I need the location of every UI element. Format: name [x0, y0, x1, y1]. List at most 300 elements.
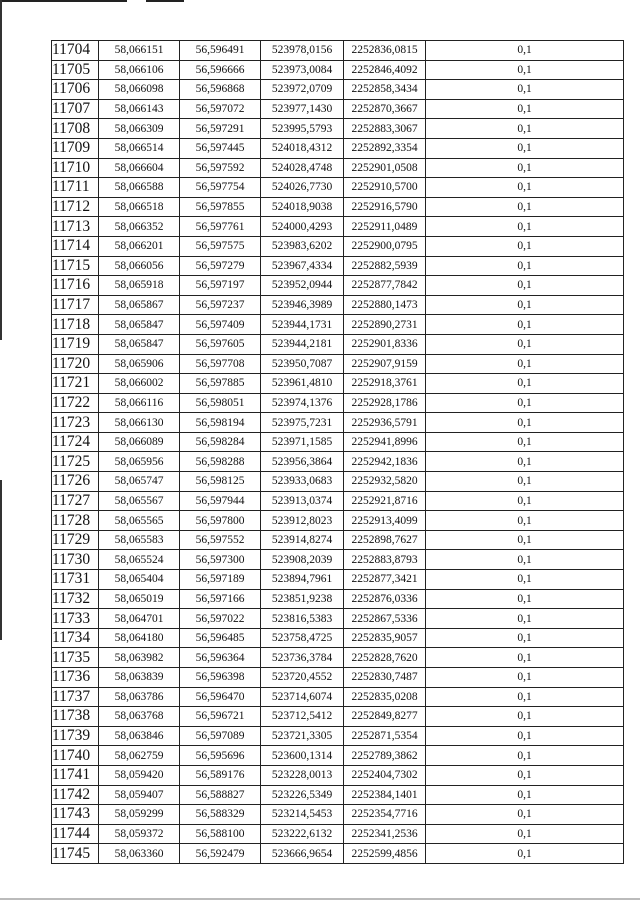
accuracy-cell: 0,1 [426, 138, 624, 158]
table-row [52, 393, 624, 413]
longitude-cell: 56,597855 [180, 197, 261, 217]
longitude-cell: 56,596364 [180, 648, 261, 668]
y-coordinate-cell: 2252911,0489 [344, 217, 426, 237]
scan-bottom-rule [0, 898, 640, 900]
y-coordinate-cell: 2252880,1473 [344, 295, 426, 315]
x-coordinate-cell: 523228,0013 [261, 765, 344, 785]
x-coordinate-cell: 523712,5412 [261, 707, 344, 727]
scan-top-mark [0, 0, 127, 2]
table-row [52, 413, 624, 433]
longitude-cell: 56,597592 [180, 158, 261, 178]
x-coordinate-cell: 523914,8274 [261, 530, 344, 550]
x-coordinate-cell: 523736,3784 [261, 648, 344, 668]
longitude-cell: 56,596470 [180, 687, 261, 707]
y-coordinate-cell: 2252907,9159 [344, 354, 426, 374]
accuracy-cell: 0,1 [426, 609, 624, 629]
x-coordinate-cell: 523214,5453 [261, 805, 344, 825]
latitude-cell: 58,066098 [99, 80, 180, 100]
latitude-cell: 58,066089 [99, 432, 180, 452]
point-number-cell: 11716 [52, 276, 99, 296]
x-coordinate-cell: 523971,1585 [261, 432, 344, 452]
latitude-cell: 58,066309 [99, 119, 180, 139]
x-coordinate-cell: 524018,4312 [261, 138, 344, 158]
latitude-cell: 58,063846 [99, 726, 180, 746]
accuracy-cell: 0,1 [426, 668, 624, 688]
longitude-cell: 56,597754 [180, 178, 261, 198]
y-coordinate-cell: 2252870,3667 [344, 99, 426, 119]
table-row [52, 609, 624, 629]
point-number-cell: 11724 [52, 432, 99, 452]
table-row [52, 511, 624, 531]
accuracy-cell: 0,1 [426, 276, 624, 296]
latitude-cell: 58,064701 [99, 609, 180, 629]
table-row [52, 648, 624, 668]
longitude-cell: 56,589176 [180, 765, 261, 785]
point-number-cell: 11742 [52, 785, 99, 805]
y-coordinate-cell: 2252849,8277 [344, 707, 426, 727]
latitude-cell: 58,065956 [99, 452, 180, 472]
y-coordinate-cell: 2252830,7487 [344, 668, 426, 688]
point-number-cell: 11738 [52, 707, 99, 727]
longitude-cell: 56,597575 [180, 236, 261, 256]
point-number-cell: 11727 [52, 491, 99, 511]
longitude-cell: 56,597072 [180, 99, 261, 119]
y-coordinate-cell: 2252883,3067 [344, 119, 426, 139]
table-row [52, 236, 624, 256]
table-row [52, 60, 624, 80]
accuracy-cell: 0,1 [426, 511, 624, 531]
table-row [52, 844, 624, 864]
point-number-cell: 11712 [52, 197, 99, 217]
y-coordinate-cell: 2252883,8793 [344, 550, 426, 570]
longitude-cell: 56,597166 [180, 589, 261, 609]
longitude-cell: 56,596721 [180, 707, 261, 727]
longitude-cell: 56,597885 [180, 374, 261, 394]
table-row [52, 217, 624, 237]
y-coordinate-cell: 2252941,8996 [344, 432, 426, 452]
y-coordinate-cell: 2252901,8336 [344, 334, 426, 354]
point-number-cell: 11711 [52, 178, 99, 198]
latitude-cell: 58,059299 [99, 805, 180, 825]
longitude-cell: 56,597708 [180, 354, 261, 374]
y-coordinate-cell: 2252913,4099 [344, 511, 426, 531]
table-row [52, 197, 624, 217]
x-coordinate-cell: 523995,5793 [261, 119, 344, 139]
accuracy-cell: 0,1 [426, 374, 624, 394]
x-coordinate-cell: 523933,0683 [261, 472, 344, 492]
latitude-cell: 58,065747 [99, 472, 180, 492]
longitude-cell: 56,597022 [180, 609, 261, 629]
accuracy-cell: 0,1 [426, 217, 624, 237]
longitude-cell: 56,597189 [180, 570, 261, 590]
point-number-cell: 11735 [52, 648, 99, 668]
y-coordinate-cell: 2252916,5790 [344, 197, 426, 217]
accuracy-cell: 0,1 [426, 41, 624, 61]
latitude-cell: 58,066056 [99, 256, 180, 276]
y-coordinate-cell: 2252867,5336 [344, 609, 426, 629]
x-coordinate-cell: 524018,9038 [261, 197, 344, 217]
x-coordinate-cell: 523816,5383 [261, 609, 344, 629]
table-row [52, 570, 624, 590]
table-row [52, 589, 624, 609]
longitude-cell: 56,588329 [180, 805, 261, 825]
point-number-cell: 11730 [52, 550, 99, 570]
x-coordinate-cell: 524028,4748 [261, 158, 344, 178]
accuracy-cell: 0,1 [426, 765, 624, 785]
x-coordinate-cell: 523977,1430 [261, 99, 344, 119]
x-coordinate-cell: 523666,9654 [261, 844, 344, 864]
point-number-cell: 11715 [52, 256, 99, 276]
latitude-cell: 58,066518 [99, 197, 180, 217]
longitude-cell: 56,597089 [180, 726, 261, 746]
x-coordinate-cell: 523908,2039 [261, 550, 344, 570]
table-row [52, 99, 624, 119]
latitude-cell: 58,065019 [99, 589, 180, 609]
accuracy-cell: 0,1 [426, 60, 624, 80]
accuracy-cell: 0,1 [426, 315, 624, 335]
x-coordinate-cell: 523952,0944 [261, 276, 344, 296]
accuracy-cell: 0,1 [426, 413, 624, 433]
y-coordinate-cell: 2252900,0795 [344, 236, 426, 256]
longitude-cell: 56,596398 [180, 668, 261, 688]
x-coordinate-cell: 523956,3864 [261, 452, 344, 472]
table-body [52, 41, 624, 864]
x-coordinate-cell: 523967,4334 [261, 256, 344, 276]
y-coordinate-cell: 2252877,7842 [344, 276, 426, 296]
x-coordinate-cell: 523222,6132 [261, 824, 344, 844]
latitude-cell: 58,066352 [99, 217, 180, 237]
latitude-cell: 58,066604 [99, 158, 180, 178]
table-row [52, 687, 624, 707]
accuracy-cell: 0,1 [426, 570, 624, 590]
x-coordinate-cell: 523721,3305 [261, 726, 344, 746]
y-coordinate-cell: 2252910,5700 [344, 178, 426, 198]
longitude-cell: 56,598284 [180, 432, 261, 452]
table-row [52, 138, 624, 158]
accuracy-cell: 0,1 [426, 354, 624, 374]
accuracy-cell: 0,1 [426, 589, 624, 609]
latitude-cell: 58,065906 [99, 354, 180, 374]
accuracy-cell: 0,1 [426, 785, 624, 805]
longitude-cell: 56,597300 [180, 550, 261, 570]
longitude-cell: 56,597291 [180, 119, 261, 139]
latitude-cell: 58,066130 [99, 413, 180, 433]
latitude-cell: 58,066151 [99, 41, 180, 61]
point-number-cell: 11719 [52, 334, 99, 354]
y-coordinate-cell: 2252341,2536 [344, 824, 426, 844]
accuracy-cell: 0,1 [426, 687, 624, 707]
y-coordinate-cell: 2252789,3862 [344, 746, 426, 766]
latitude-cell: 58,065918 [99, 276, 180, 296]
longitude-cell: 56,597445 [180, 138, 261, 158]
point-number-cell: 11722 [52, 393, 99, 413]
y-coordinate-cell: 2252836,0815 [344, 41, 426, 61]
point-number-cell: 11737 [52, 687, 99, 707]
accuracy-cell: 0,1 [426, 746, 624, 766]
point-number-cell: 11725 [52, 452, 99, 472]
accuracy-cell: 0,1 [426, 80, 624, 100]
table-row [52, 452, 624, 472]
y-coordinate-cell: 2252942,1836 [344, 452, 426, 472]
table-row [52, 80, 624, 100]
accuracy-cell: 0,1 [426, 158, 624, 178]
point-number-cell: 11707 [52, 99, 99, 119]
y-coordinate-cell: 2252890,2731 [344, 315, 426, 335]
table-row [52, 295, 624, 315]
y-coordinate-cell: 2252876,0336 [344, 589, 426, 609]
point-number-cell: 11741 [52, 765, 99, 785]
accuracy-cell: 0,1 [426, 530, 624, 550]
point-number-cell: 11745 [52, 844, 99, 864]
x-coordinate-cell: 523961,4810 [261, 374, 344, 394]
latitude-cell: 58,063786 [99, 687, 180, 707]
y-coordinate-cell: 2252599,4856 [344, 844, 426, 864]
y-coordinate-cell: 2252858,3434 [344, 80, 426, 100]
x-coordinate-cell: 523912,8023 [261, 511, 344, 531]
x-coordinate-cell: 523894,7961 [261, 570, 344, 590]
longitude-cell: 56,597552 [180, 530, 261, 550]
longitude-cell: 56,596868 [180, 80, 261, 100]
scan-left-edge [0, 0, 2, 340]
y-coordinate-cell: 2252892,3354 [344, 138, 426, 158]
point-number-cell: 11744 [52, 824, 99, 844]
table-row [52, 432, 624, 452]
y-coordinate-cell: 2252877,3421 [344, 570, 426, 590]
y-coordinate-cell: 2252835,0208 [344, 687, 426, 707]
longitude-cell: 56,598194 [180, 413, 261, 433]
y-coordinate-cell: 2252932,5820 [344, 472, 426, 492]
x-coordinate-cell: 523600,1314 [261, 746, 344, 766]
point-number-cell: 11731 [52, 570, 99, 590]
latitude-cell: 58,063768 [99, 707, 180, 727]
x-coordinate-cell: 523714,6074 [261, 687, 344, 707]
latitude-cell: 58,063360 [99, 844, 180, 864]
accuracy-cell: 0,1 [426, 236, 624, 256]
y-coordinate-cell: 2252384,1401 [344, 785, 426, 805]
latitude-cell: 58,066002 [99, 374, 180, 394]
accuracy-cell: 0,1 [426, 393, 624, 413]
table-row [52, 668, 624, 688]
longitude-cell: 56,597761 [180, 217, 261, 237]
y-coordinate-cell: 2252918,3761 [344, 374, 426, 394]
table-row [52, 726, 624, 746]
point-number-cell: 11709 [52, 138, 99, 158]
point-number-cell: 11720 [52, 354, 99, 374]
latitude-cell: 58,065567 [99, 491, 180, 511]
accuracy-cell: 0,1 [426, 119, 624, 139]
x-coordinate-cell: 523944,2181 [261, 334, 344, 354]
y-coordinate-cell: 2252898,7627 [344, 530, 426, 550]
longitude-cell: 56,598288 [180, 452, 261, 472]
point-number-cell: 11721 [52, 374, 99, 394]
table-row [52, 276, 624, 296]
scan-top-mark [146, 0, 184, 2]
point-number-cell: 11732 [52, 589, 99, 609]
x-coordinate-cell: 523972,0709 [261, 80, 344, 100]
accuracy-cell: 0,1 [426, 707, 624, 727]
latitude-cell: 58,065404 [99, 570, 180, 590]
y-coordinate-cell: 2252354,7716 [344, 805, 426, 825]
latitude-cell: 58,066588 [99, 178, 180, 198]
latitude-cell: 58,063839 [99, 668, 180, 688]
point-number-cell: 11739 [52, 726, 99, 746]
y-coordinate-cell: 2252404,7302 [344, 765, 426, 785]
point-number-cell: 11705 [52, 60, 99, 80]
latitude-cell: 58,065847 [99, 315, 180, 335]
point-number-cell: 11706 [52, 80, 99, 100]
longitude-cell: 56,597237 [180, 295, 261, 315]
table-row [52, 785, 624, 805]
x-coordinate-cell: 523944,1731 [261, 315, 344, 335]
table-row [52, 119, 624, 139]
latitude-cell: 58,066106 [99, 60, 180, 80]
table-row [52, 158, 624, 178]
point-number-cell: 11708 [52, 119, 99, 139]
y-coordinate-cell: 2252901,0508 [344, 158, 426, 178]
latitude-cell: 58,059420 [99, 765, 180, 785]
latitude-cell: 58,065847 [99, 334, 180, 354]
longitude-cell: 56,588827 [180, 785, 261, 805]
accuracy-cell: 0,1 [426, 256, 624, 276]
table-row [52, 354, 624, 374]
y-coordinate-cell: 2252828,7620 [344, 648, 426, 668]
latitude-cell: 58,066116 [99, 393, 180, 413]
longitude-cell: 56,596491 [180, 41, 261, 61]
longitude-cell: 56,597944 [180, 491, 261, 511]
table-row [52, 530, 624, 550]
x-coordinate-cell: 523978,0156 [261, 41, 344, 61]
latitude-cell: 58,059372 [99, 824, 180, 844]
latitude-cell: 58,066514 [99, 138, 180, 158]
y-coordinate-cell: 2252871,5354 [344, 726, 426, 746]
scan-left-edge [0, 480, 2, 640]
y-coordinate-cell: 2252882,5939 [344, 256, 426, 276]
accuracy-cell: 0,1 [426, 334, 624, 354]
x-coordinate-cell: 523973,0084 [261, 60, 344, 80]
x-coordinate-cell: 523851,9238 [261, 589, 344, 609]
table-row [52, 707, 624, 727]
point-number-cell: 11736 [52, 668, 99, 688]
accuracy-cell: 0,1 [426, 726, 624, 746]
accuracy-cell: 0,1 [426, 628, 624, 648]
point-number-cell: 11734 [52, 628, 99, 648]
table-row [52, 334, 624, 354]
x-coordinate-cell: 524000,4293 [261, 217, 344, 237]
longitude-cell: 56,597279 [180, 256, 261, 276]
latitude-cell: 58,065524 [99, 550, 180, 570]
accuracy-cell: 0,1 [426, 550, 624, 570]
longitude-cell: 56,597197 [180, 276, 261, 296]
longitude-cell: 56,596666 [180, 60, 261, 80]
table-row [52, 550, 624, 570]
longitude-cell: 56,598125 [180, 472, 261, 492]
accuracy-cell: 0,1 [426, 824, 624, 844]
x-coordinate-cell: 523975,7231 [261, 413, 344, 433]
latitude-cell: 58,066201 [99, 236, 180, 256]
table-row [52, 765, 624, 785]
point-number-cell: 11726 [52, 472, 99, 492]
accuracy-cell: 0,1 [426, 432, 624, 452]
table-row [52, 628, 624, 648]
latitude-cell: 58,065867 [99, 295, 180, 315]
accuracy-cell: 0,1 [426, 178, 624, 198]
table-row [52, 746, 624, 766]
longitude-cell: 56,592479 [180, 844, 261, 864]
accuracy-cell: 0,1 [426, 295, 624, 315]
latitude-cell: 58,066143 [99, 99, 180, 119]
accuracy-cell: 0,1 [426, 472, 624, 492]
point-number-cell: 11733 [52, 609, 99, 629]
x-coordinate-cell: 523758,4725 [261, 628, 344, 648]
accuracy-cell: 0,1 [426, 648, 624, 668]
x-coordinate-cell: 524026,7730 [261, 178, 344, 198]
longitude-cell: 56,597605 [180, 334, 261, 354]
x-coordinate-cell: 523974,1376 [261, 393, 344, 413]
table-row [52, 178, 624, 198]
accuracy-cell: 0,1 [426, 197, 624, 217]
x-coordinate-cell: 523913,0374 [261, 491, 344, 511]
x-coordinate-cell: 523946,3989 [261, 295, 344, 315]
longitude-cell: 56,596485 [180, 628, 261, 648]
y-coordinate-cell: 2252936,5791 [344, 413, 426, 433]
latitude-cell: 58,063982 [99, 648, 180, 668]
point-number-cell: 11728 [52, 511, 99, 531]
table-row [52, 256, 624, 276]
longitude-cell: 56,595696 [180, 746, 261, 766]
table-row [52, 315, 624, 335]
point-number-cell: 11714 [52, 236, 99, 256]
point-number-cell: 11704 [52, 41, 99, 61]
x-coordinate-cell: 523226,5349 [261, 785, 344, 805]
table-row [52, 805, 624, 825]
point-number-cell: 11717 [52, 295, 99, 315]
latitude-cell: 58,064180 [99, 628, 180, 648]
longitude-cell: 56,597409 [180, 315, 261, 335]
point-number-cell: 11718 [52, 315, 99, 335]
x-coordinate-cell: 523950,7087 [261, 354, 344, 374]
y-coordinate-cell: 2252835,9057 [344, 628, 426, 648]
latitude-cell: 58,065583 [99, 530, 180, 550]
table-row [52, 491, 624, 511]
coordinates-table [51, 40, 624, 864]
longitude-cell: 56,597800 [180, 511, 261, 531]
point-number-cell: 11729 [52, 530, 99, 550]
longitude-cell: 56,588100 [180, 824, 261, 844]
latitude-cell: 58,062759 [99, 746, 180, 766]
table-row [52, 472, 624, 492]
accuracy-cell: 0,1 [426, 452, 624, 472]
y-coordinate-cell: 2252928,1786 [344, 393, 426, 413]
y-coordinate-cell: 2252846,4092 [344, 60, 426, 80]
point-number-cell: 11743 [52, 805, 99, 825]
latitude-cell: 58,065565 [99, 511, 180, 531]
point-number-cell: 11710 [52, 158, 99, 178]
y-coordinate-cell: 2252921,8716 [344, 491, 426, 511]
accuracy-cell: 0,1 [426, 805, 624, 825]
table-row [52, 41, 624, 61]
accuracy-cell: 0,1 [426, 491, 624, 511]
x-coordinate-cell: 523983,6202 [261, 236, 344, 256]
longitude-cell: 56,598051 [180, 393, 261, 413]
point-number-cell: 11740 [52, 746, 99, 766]
table-row [52, 824, 624, 844]
table-row [52, 374, 624, 394]
point-number-cell: 11713 [52, 217, 99, 237]
latitude-cell: 58,059407 [99, 785, 180, 805]
accuracy-cell: 0,1 [426, 844, 624, 864]
accuracy-cell: 0,1 [426, 99, 624, 119]
x-coordinate-cell: 523720,4552 [261, 668, 344, 688]
